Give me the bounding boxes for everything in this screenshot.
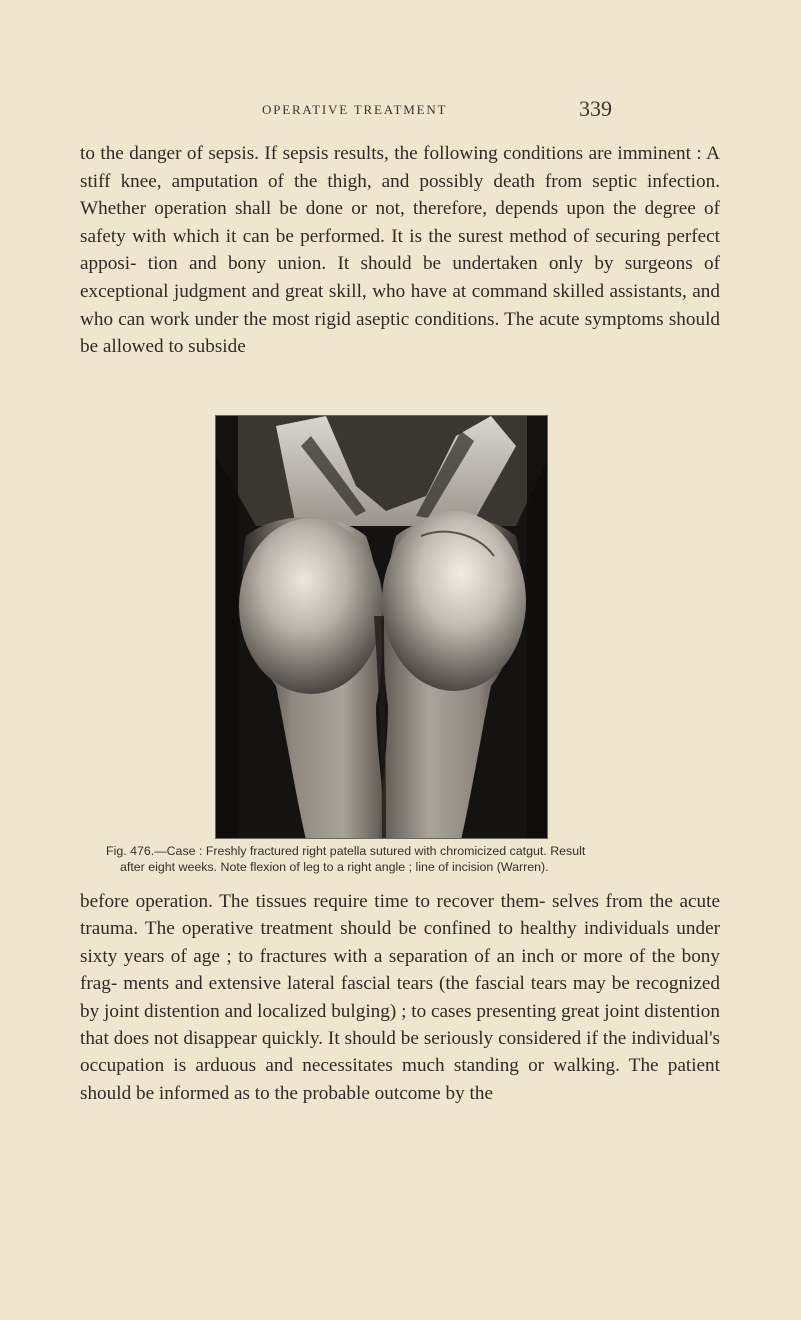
caption-line-2: after eight weeks. Note flexion of leg to a right angle ; line of incision (Warren).	[120, 860, 549, 874]
knee-photograph	[215, 415, 548, 839]
figure-caption	[106, 843, 726, 875]
body-paragraph-top: to the danger of sepsis. If sepsis results, the following conditions are imminent : A stiff knee, amputation of the thigh, and possibly death from septic infection. Whether operation shall be done or not, therefore, depends upon the degree of safety with which it can be performed. It is the surest method of securing perfect apposi- tion and bony union. It should be undertaken only by surgeons of exceptional judgment and great skill, who have at command skilled assistants, and who can work under the most rigid aseptic conditions. The acute symptoms should be allowed to subside	[80, 143, 720, 358]
page-number: 339	[579, 96, 612, 121]
photo-illustration	[216, 416, 548, 839]
running-head: OPERATIVE TREATMENT	[262, 102, 448, 117]
body-paragraph-bottom: before operation. The tissues require time to recover them- selves from the acute trauma. The operative treatment should be confined to healthy individuals under sixty years of age ; to fractures with a separation of an inch or more of the bony frag- ments and extensive lateral fascial tears (the fascial tears may be recognized by joint distention and localized bulging) ; to cases presenting great joint distention that does not disappear quickly. It should be seriously considered if the individual's occupation is arduous and necessitates much standing or walking. The patient should be informed as to the probable outcome by the	[80, 891, 720, 1104]
caption-line-1: Fig. 476.—Case : Freshly fractured right patella sutured with chromicized catgut. Result	[106, 844, 586, 858]
page-header	[262, 96, 612, 126]
